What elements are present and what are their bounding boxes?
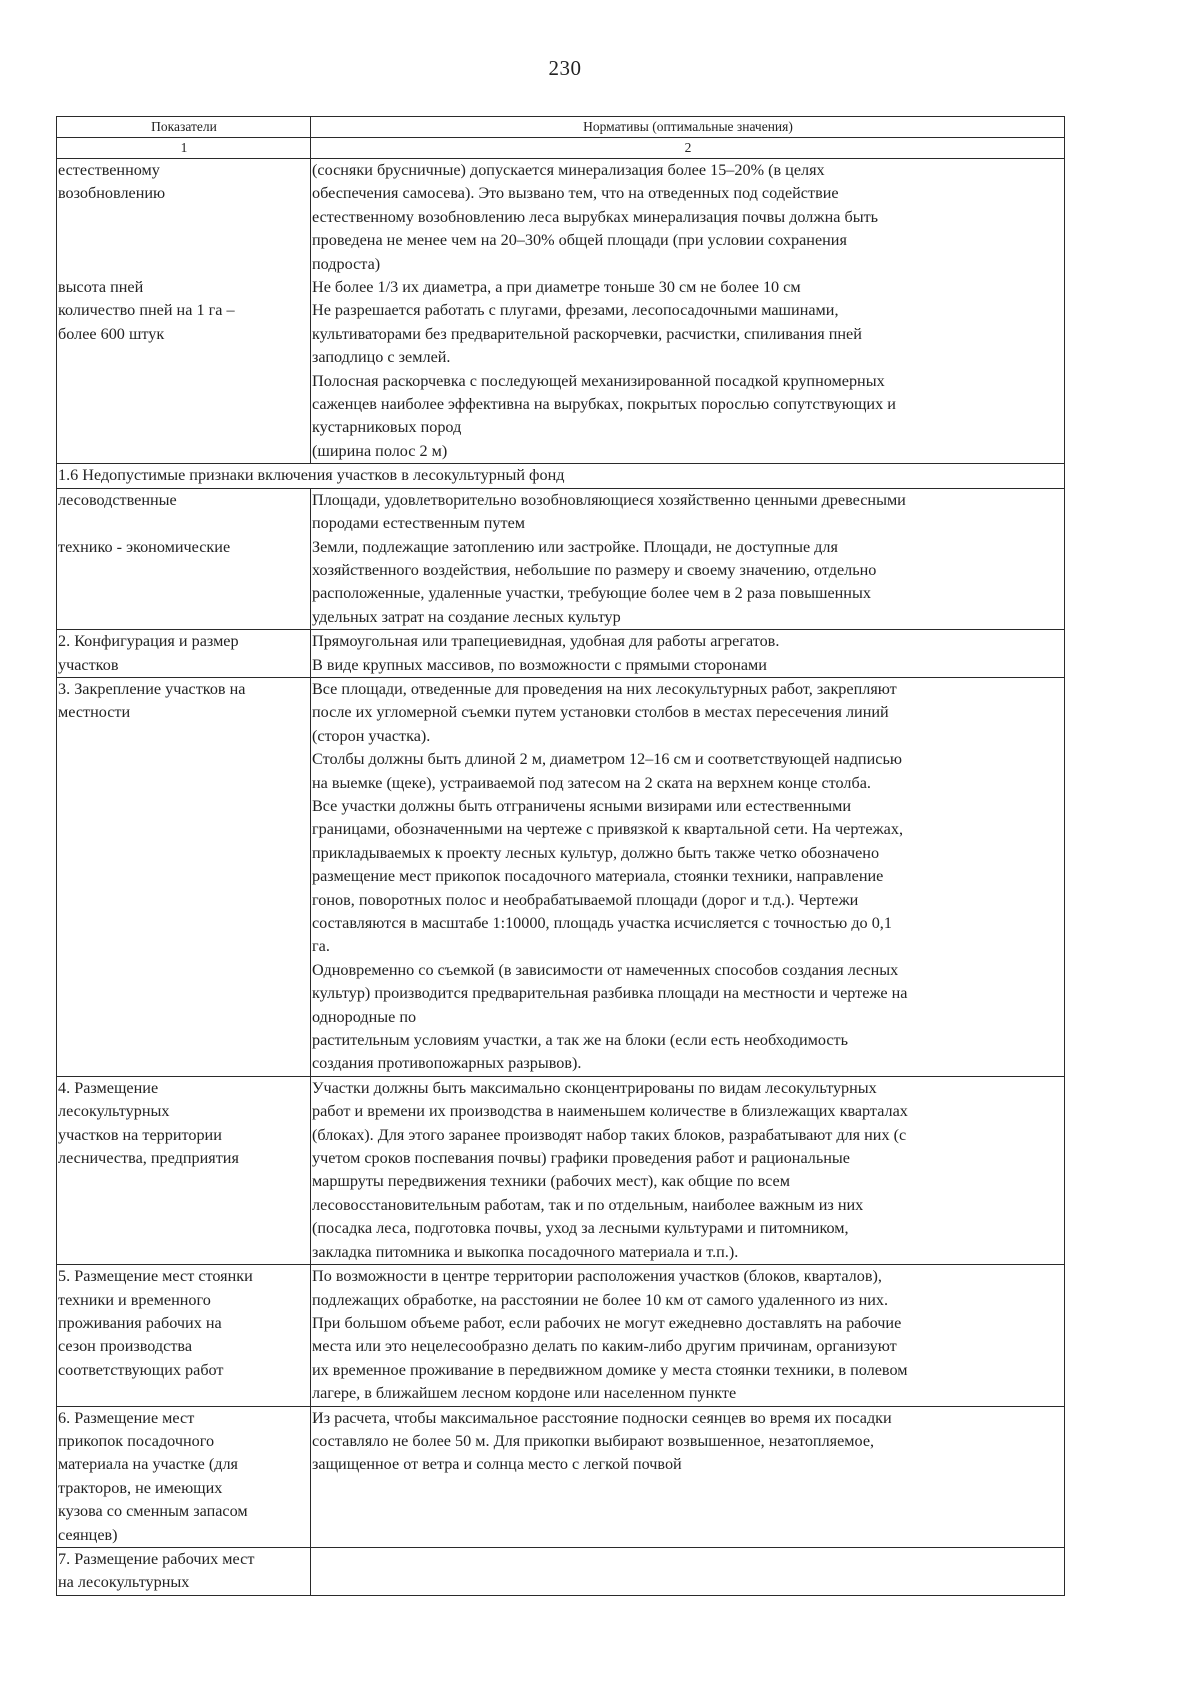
indicator-cell: лесоводственные технико - экономические bbox=[57, 488, 311, 629]
column-number-row bbox=[57, 138, 1065, 159]
norm-cell: Участки должны быть максимально сконцентрированы по видам лесокультурных работ и времени их производства в наименьшем количестве в близлежащих кварталах (блоках). Для этого заранее производят набор таких блоков, разрабатывают для них (с учетом сроков поспевания почвы) графики проведения работ и рациональные маршруты передвижения техники (рабочих мест), как общие по всем лесовосстановительным работам, так и по отдельным, наиболее важным из них (посадка леса, подготовка почвы, уход за лесными культурами и питомником, закладка питомника и выкопка посадочного материала и т.п.). bbox=[311, 1076, 1065, 1264]
table-row-equipment-parking bbox=[57, 1265, 1065, 1406]
indicator-cell: 7. Размещение рабочих мест на лесокультурных bbox=[57, 1547, 311, 1595]
indicator-cell: 2. Конфигурация и размер участков bbox=[57, 630, 311, 678]
norm-cell: Прямоугольная или трапециевидная, удобная для работы агрегатов. В виде крупных массивов, по возможности с прямыми сторонами bbox=[311, 630, 1065, 678]
table-row-workplaces bbox=[57, 1547, 1065, 1595]
norm-cell: Все площади, отведенные для проведения на них лесокультурных работ, закрепляют после их угломерной съемки путем установки столбов в местах пересечения линий (сторон участка). Столбы должны быть длиной 2 м, диаметром 12–16 см и соответствующей надписью на выемке (щеке), устраиваемой под затесом на 2 ската на верхнем конце столба. Все участки должны быть отграничены ясными визирами или естественными границами, обозначенными на чертеже с привязкой к квартальной сети. На чертежах, прикладываемых к проекту лесных культур, должно быть также четко обозначено размещение мест прикопок посадочного материала, стоянки техники, направление гонов, поворотных полос и необрабатываемой площади (дорог и т.д.). Чертежи составляются в масштабе 1:10000, площадь участка исчисляется с точностью до 0,1 га. Одновременно со съемкой (в зависимости от намеченных способов создания лесных культур) производится предварительная разбивка площади на местности и чертеже на однородные по растительным условиям участки, а так же на блоки (если есть необходимость создания противопожарных разрывов). bbox=[311, 677, 1065, 1076]
table-row-fixing-plots bbox=[57, 677, 1065, 1076]
norm-cell bbox=[311, 1547, 1065, 1595]
norms-table bbox=[56, 116, 1065, 1596]
indicator-cell: 6. Размещение мест прикопок посадочного материала на участке (для тракторов, не имеющих кузова со сменным запасом сеянцев) bbox=[57, 1406, 311, 1547]
norm-cell: Площади, удовлетворительно возобновляющиеся хозяйственно ценными древесными породами естественным путем Земли, подлежащие затоплению или застройке. Площади, не доступные для хозяйственного воздействия, небольшие по размеру и своему значению, отдельно расположенные, удаленные участки, требующие более чем в 2 раза повышенных удельных затрат на создание лесных культур bbox=[311, 488, 1065, 629]
norm-cell: По возможности в центре территории расположения участков (блоков, кварталов), подлежащих обработке, на расстоянии не более 10 км от самого удаленного из них. При большом объеме работ, если рабочих не могут ежедневно доставлять на рабочие места или это нецелесообразно делать по каким-либо другим причинам, организуют их временное проживание в передвижном домике у места стоянки техники, в полевом лагере, в ближайшем лесном кордоне или населенном пункте bbox=[311, 1265, 1065, 1406]
section-row-unacceptable-signs bbox=[57, 464, 1065, 488]
page-number: 230 bbox=[548, 56, 582, 80]
indicator-cell: естественному возобновлению высота пней количество пней на 1 га – более 600 штук bbox=[57, 159, 311, 464]
table-row-configuration bbox=[57, 630, 1065, 678]
table-row-heeling-in bbox=[57, 1406, 1065, 1547]
table-row-silvicultural bbox=[57, 488, 1065, 629]
table-header-row bbox=[57, 117, 1065, 138]
column-number-2: 2 bbox=[311, 138, 1065, 159]
table-row-natural-regeneration bbox=[57, 159, 1065, 464]
norm-cell: Из расчета, чтобы максимальное расстояние подноски сеянцев во время их посадки составляло не более 50 м. Для прикопки выбирают возвышенное, незатопляемое, защищенное от ветра и солнца место с легкой почвой bbox=[311, 1406, 1065, 1547]
table-row-plot-placement bbox=[57, 1076, 1065, 1264]
section-heading: 1.6 Недопустимые признаки включения участков в лесокультурный фонд bbox=[57, 464, 1065, 488]
indicator-cell: 3. Закрепление участков на местности bbox=[57, 677, 311, 1076]
indicator-cell: 5. Размещение мест стоянки техники и временного проживания рабочих на сезон производства соответствующих работ bbox=[57, 1265, 311, 1406]
header-norms: Нормативы (оптимальные значения) bbox=[311, 117, 1065, 138]
norm-cell: (сосняки брусничные) допускается минерализация более 15–20% (в целях обеспечения самосева). Это вызвано тем, что на отведенных под содействие естественному возобновлению леса вырубках минерализация почвы должна быть проведена не менее чем на 20–30% общей площади (при условии сохранения подроста) Не более 1/3 их диаметра, а при диаметре тоньше 30 см не более 10 см Не разрешается работать с плугами, фрезами, лесопосадочными машинами, культиваторами без предварительной раскорчевки, расчистки, спиливания пней заподлицо с землей. Полосная раскорчевка с последующей механизированной посадкой крупномерных саженцев наиболее эффективна на вырубках, покрытых порослью сопутствующих и кустарниковых пород (ширина полос 2 м) bbox=[311, 159, 1065, 464]
indicator-cell: 4. Размещение лесокультурных участков на территории лесничества, предприятия bbox=[57, 1076, 311, 1264]
column-number-1: 1 bbox=[57, 138, 311, 159]
header-indicators: Показатели bbox=[57, 117, 311, 138]
